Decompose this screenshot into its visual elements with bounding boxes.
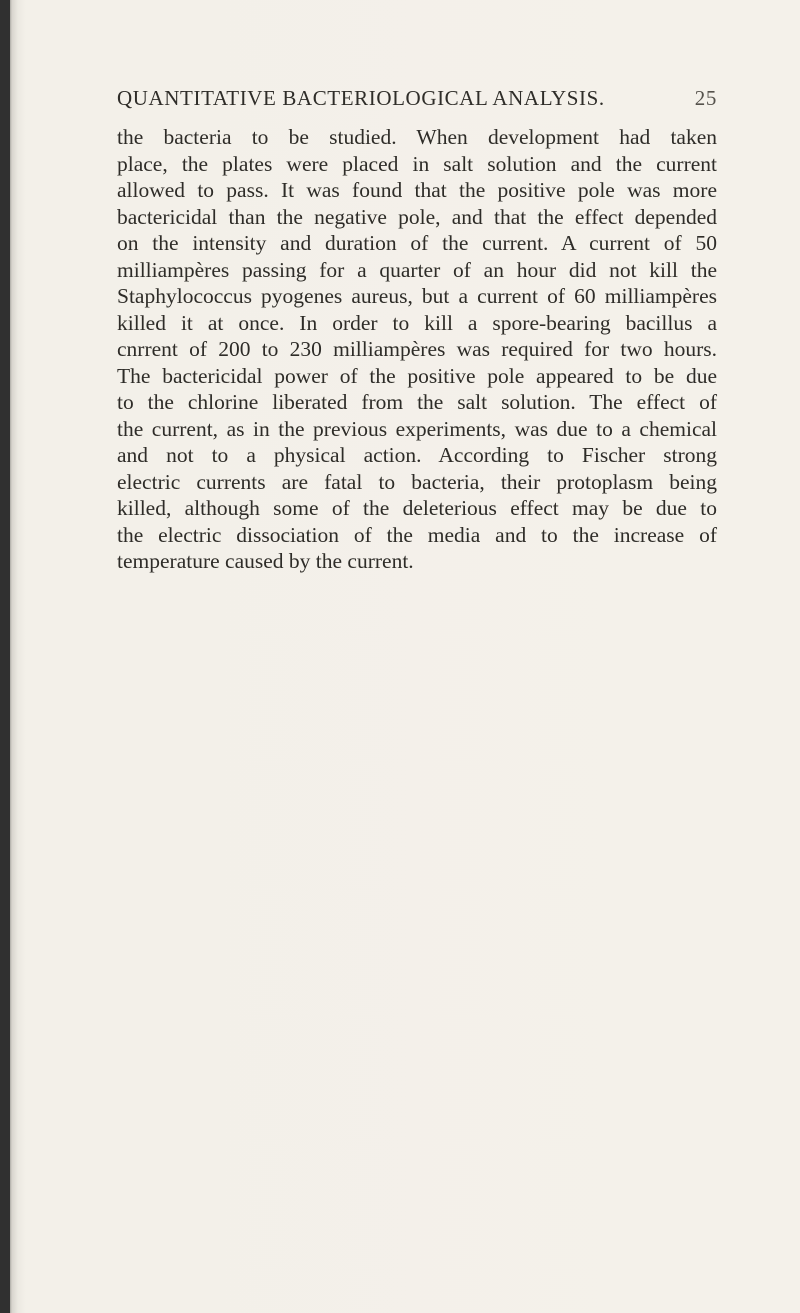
text-line: The bactericidal power of the positive pole appeared to be due xyxy=(117,363,717,388)
text-line: place, the plates were placed in salt solution and the current xyxy=(117,151,717,176)
text-line: to the chlorine liberated from the salt solution. The effect of xyxy=(117,390,717,414)
text-line: allowed to pass. It was found that the positive pole was more xyxy=(117,178,717,202)
body-paragraph xyxy=(117,124,717,575)
page-number: 25 xyxy=(694,86,717,110)
text-line: Staphylococcus pyogenes aureus, but a current of 60 milliampères xyxy=(117,284,717,308)
text-line: the electric dissociation of the media and to the increase of xyxy=(117,522,717,547)
running-title: QUANTITATIVE BACTERIOLOGICAL ANALYSIS. xyxy=(117,86,605,110)
text-line: temperature caused by the current. xyxy=(117,549,414,573)
text-line: milliampères passing for a quarter of an hour did not kill the xyxy=(117,257,717,282)
text-line: bactericidal than the negative pole, and that the effect depended xyxy=(117,204,717,229)
running-head xyxy=(117,86,717,112)
text-line: killed, although some of the deleterious effect may be due to xyxy=(117,496,717,520)
text-line: on the intensity and duration of the current. A current of 50 xyxy=(117,231,717,255)
text-line: the bacteria to be studied. When development had taken xyxy=(117,125,717,149)
text-line: killed it at once. In order to kill a spore-bearing bacillus a xyxy=(117,310,717,335)
text-line: cnrrent of 200 to 230 milliampères was required for two hours. xyxy=(117,337,717,361)
text-line: electric currents are fatal to bacteria, their protoplasm being xyxy=(117,469,717,494)
text-line: and not to a physical action. According to Fischer strong xyxy=(117,443,717,467)
text-line: the current, as in the previous experiments, was due to a chemical xyxy=(117,416,717,441)
binding-gutter xyxy=(0,0,10,1313)
